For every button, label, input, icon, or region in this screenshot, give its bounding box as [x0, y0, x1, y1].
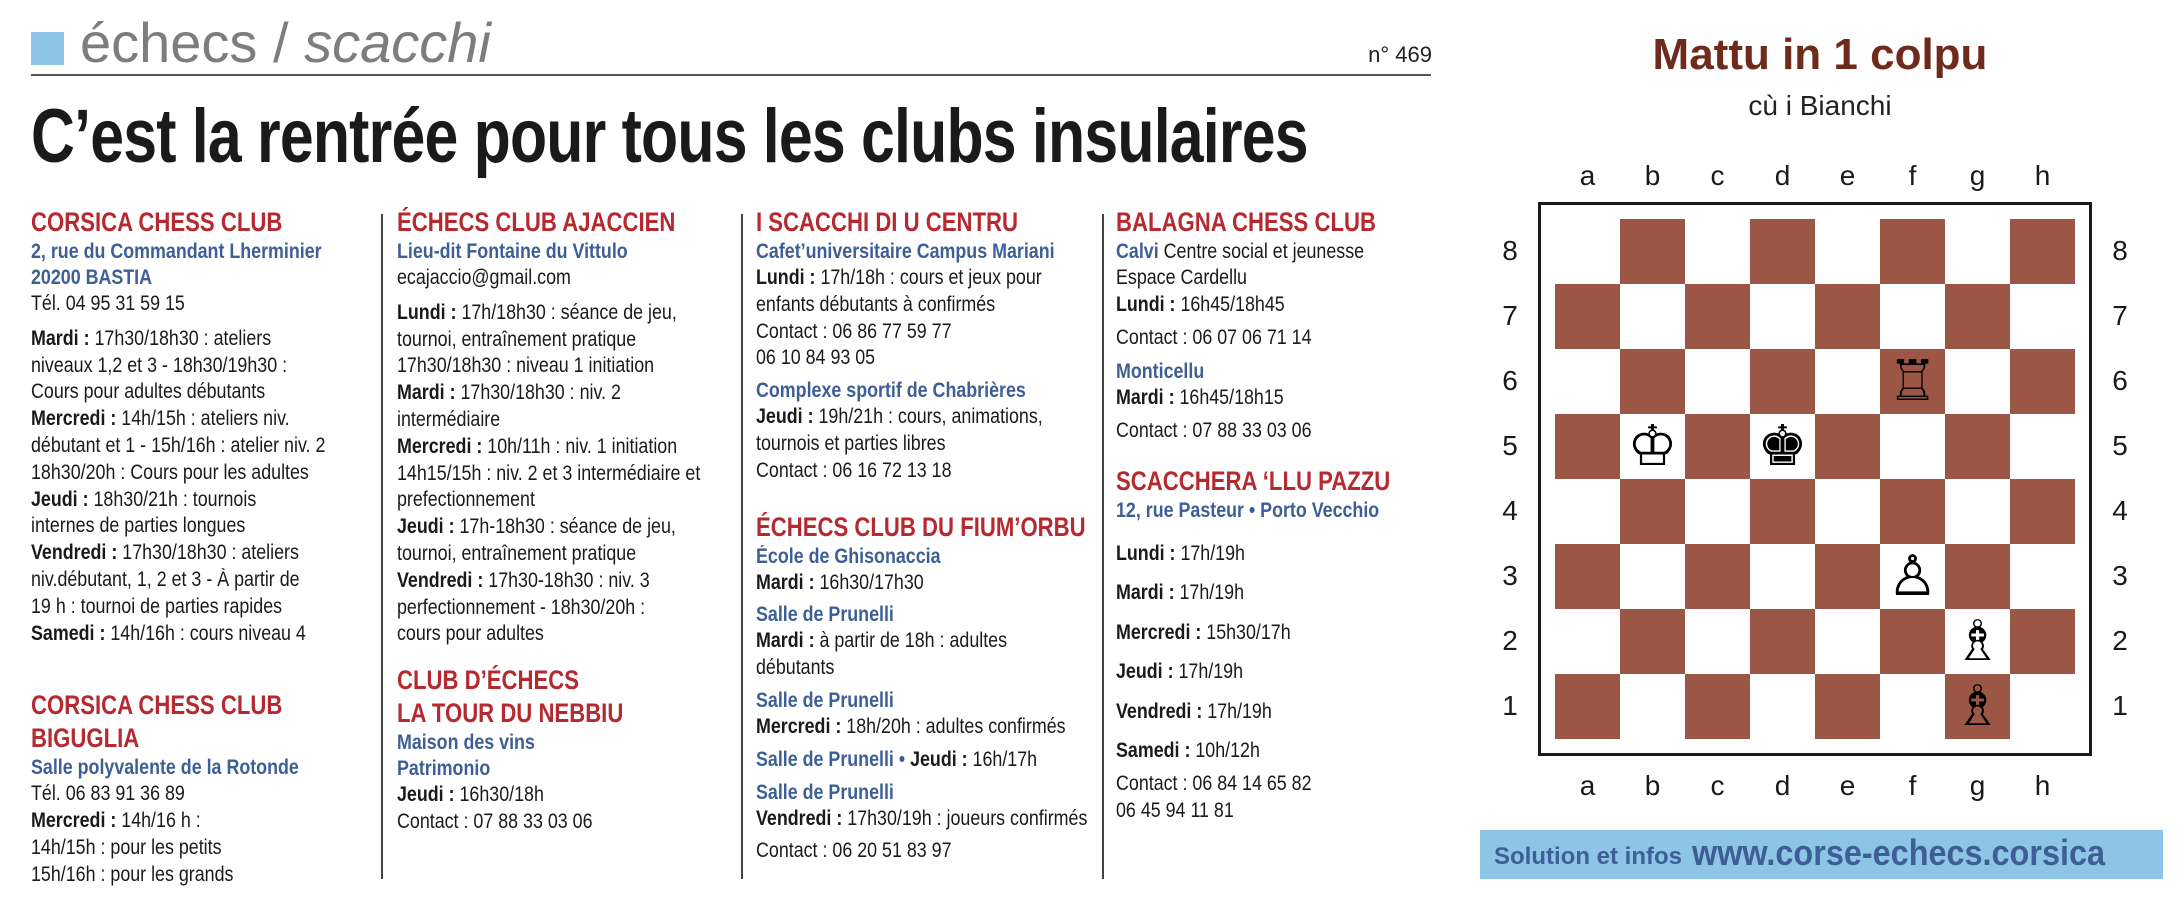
- file-label-e: e: [1839, 770, 1856, 801]
- column-3: [756, 206, 1158, 865]
- club-phone: Tél. 06 83 91 36 89: [31, 782, 185, 806]
- square-h6: [2010, 349, 2075, 414]
- club-name: SCACCHERA ‘LLU PAZZU: [1116, 465, 1391, 496]
- schedule-line: Lundi : 17h/18h : cours et jeux pour: [756, 266, 1042, 289]
- square-h5: [2010, 414, 2075, 479]
- club-city: Calvi: [1116, 240, 1159, 263]
- square-f6: [1880, 349, 1945, 414]
- club-name: BIGUGLIA: [31, 723, 140, 754]
- column-divider: [1102, 214, 1104, 879]
- column-divider: [381, 214, 383, 879]
- schedule-line: Mardi : 16h45/18h15: [1116, 386, 1284, 410]
- schedule-line: tournoi, entraînement pratique: [397, 327, 637, 351]
- schedule-line: Mardi : 17h30/18h30 : niv. 2: [397, 381, 621, 405]
- chess-board: [1555, 219, 2075, 739]
- club-name: LA TOUR DU NEBBIU: [397, 698, 624, 729]
- square-d2: [1750, 609, 1815, 674]
- header-rule: [31, 74, 1431, 76]
- file-label-d: d: [1774, 160, 1791, 191]
- schedule-line: Jeudi : 16h30/18h: [397, 783, 544, 807]
- white-rook-icon: ♖: [1887, 349, 1938, 414]
- square-h8: [2010, 219, 2075, 284]
- schedule-line: Mercredi : 18h/20h : adultes confirmés: [756, 714, 1066, 738]
- square-a1: [1555, 674, 1620, 739]
- schedule-line: débutants: [756, 656, 835, 680]
- schedule-line: 14h15/15h : niv. 2 et 3 intermédiaire et: [397, 461, 701, 485]
- club-venue: Salle de Prunelli • Jeudi : 16h/17h: [756, 747, 1038, 771]
- rank-label-1: 1: [2112, 689, 2128, 721]
- square-f2: [1880, 609, 1945, 674]
- square-b8: [1620, 219, 1685, 284]
- schedule-line: Vendredi : 17h/19h: [1116, 699, 1272, 723]
- square-f1: [1880, 674, 1945, 739]
- section-separator: /: [257, 11, 305, 74]
- file-label-a: a: [1579, 770, 1596, 801]
- file-label-a: a: [1579, 160, 1596, 191]
- square-b6: [1620, 349, 1685, 414]
- square-c7: [1685, 284, 1750, 349]
- club-venue: Cafet’universitaire Campus Mariani: [756, 240, 1055, 263]
- club-venue: Monticellu: [1116, 360, 1205, 384]
- square-a5: [1555, 414, 1620, 479]
- square-h4: [2010, 479, 2075, 544]
- square-f8: [1880, 219, 1945, 284]
- schedule-line: enfants débutants à confirmés: [756, 292, 996, 316]
- headline: C’est la rentrée pour tous les clubs insulaires: [31, 94, 1308, 179]
- banner-label: Solution et infos: [1494, 843, 1682, 870]
- white-king-icon: ♔: [1627, 414, 1678, 479]
- square-b5: [1620, 414, 1685, 479]
- club-email: ecajaccio@gmail.com: [397, 266, 571, 289]
- schedule-line: Jeudi : 18h30/21h : tournois: [31, 487, 257, 511]
- square-g1: [1945, 674, 2010, 739]
- club-name: CORSICA CHESS CLUB: [31, 207, 283, 237]
- club-name: BALAGNA CHESS CLUB: [1116, 207, 1376, 237]
- club-venue-line: Espace Cardellu: [1116, 266, 1247, 289]
- square-h3: [2010, 544, 2075, 609]
- rank-label-5: 5: [2112, 429, 2128, 461]
- schedule-line: tournois et parties libres: [756, 431, 946, 455]
- schedule-line: Mardi : 17h/19h: [1116, 581, 1245, 605]
- white-pawn-icon: ♙: [1887, 544, 1938, 609]
- square-e2: [1815, 609, 1880, 674]
- square-d3: [1750, 544, 1815, 609]
- schedule-line: Vendredi : 17h30-18h30 : niv. 3: [397, 568, 650, 592]
- square-c4: [1685, 479, 1750, 544]
- file-label-b: b: [1644, 770, 1661, 801]
- club-address: 2, rue du Commandant Lherminier: [31, 240, 322, 263]
- schedule-line: Jeudi : 17h-18h30 : séance de jeu,: [397, 515, 676, 539]
- file-label-f: f: [1908, 770, 1917, 801]
- schedule-line: niveaux 1,2 et 3 - 18h30/19h30 :: [31, 353, 288, 377]
- club-venue: Patrimonio: [397, 757, 491, 781]
- schedule-line: débutant et 1 - 15h/16h : atelier niv. 2: [31, 433, 326, 457]
- square-e1: [1815, 674, 1880, 739]
- square-d7: [1750, 284, 1815, 349]
- rank-label-2: 2: [2112, 624, 2128, 656]
- file-label-g: g: [1969, 160, 1986, 191]
- square-a3: [1555, 544, 1620, 609]
- schedule-line: Vendredi : 17h30/18h30 : ateliers: [31, 541, 299, 565]
- club-contact: Contact : 06 20 51 83 97: [756, 839, 952, 863]
- rank-label-4: 4: [1502, 494, 1518, 526]
- square-e4: [1815, 479, 1880, 544]
- club-name: CLUB D’ÉCHECS: [397, 665, 580, 696]
- website-link[interactable]: www.corse-echecs.corsica: [1692, 832, 2106, 873]
- square-b3: [1620, 544, 1685, 609]
- file-label-d: d: [1774, 770, 1791, 801]
- club-venue: Salle de Prunelli: [756, 780, 894, 804]
- schedule-line: Jeudi : 17h/19h: [1116, 660, 1244, 684]
- club-address: 20200 BASTIA: [31, 266, 153, 289]
- club-venue: Calvi Centre social et jeunesse: [1116, 240, 1365, 263]
- club-contact: Contact : 06 07 06 71 14: [1116, 325, 1312, 349]
- schedule-line: 15h/16h : pour les grands: [31, 862, 234, 886]
- square-d4: [1750, 479, 1815, 544]
- club-contact: Contact : 07 88 33 03 06: [397, 809, 593, 833]
- rank-label-6: 6: [1502, 364, 1518, 396]
- schedule-line: Mardi : 17h30/18h30 : ateliers: [31, 326, 272, 350]
- square-g3: [1945, 544, 2010, 609]
- issue-number: n° 469: [1368, 42, 1432, 67]
- club-contact: 06 10 84 93 05: [756, 346, 876, 370]
- schedule-line: tournoi, entraînement pratique: [397, 541, 637, 565]
- schedule-line: Lundi : 16h45/18h45: [1116, 292, 1285, 316]
- column-divider: [741, 214, 743, 879]
- white-bishop-icon: ♗: [1952, 674, 2003, 739]
- club-venue: École de Ghisonaccia: [756, 544, 941, 568]
- puzzle-title: Mattu in 1 colpu: [1652, 30, 1988, 79]
- schedule-line: Samedi : 14h/16h : cours niveau 4: [31, 621, 306, 645]
- rank-label-8: 8: [2112, 234, 2128, 266]
- file-label-g: g: [1969, 770, 1986, 801]
- square-f5: [1880, 414, 1945, 479]
- schedule-line: 19 h : tournoi de parties rapides: [31, 594, 283, 618]
- square-c2: [1685, 609, 1750, 674]
- file-label-f: f: [1908, 160, 1917, 191]
- square-a7: [1555, 284, 1620, 349]
- schedule-line: Vendredi : 17h30/19h : joueurs confirmés: [756, 806, 1088, 830]
- file-label-b: b: [1644, 160, 1661, 191]
- club-venue: Maison des vins: [397, 731, 535, 755]
- column-1: [31, 206, 377, 889]
- square-a4: [1555, 479, 1620, 544]
- file-label-c: c: [1710, 160, 1725, 191]
- square-g4: [1945, 479, 2010, 544]
- section-title-fr: échecs: [80, 11, 258, 74]
- square-c3: [1685, 544, 1750, 609]
- section-title-co: scacchi: [304, 11, 491, 74]
- club-phone: Tél. 04 95 31 59 15: [31, 292, 185, 315]
- schedule-line: Mercredi : 14h/16 h :: [31, 809, 201, 833]
- schedule-line: 14h/15h : pour les petits: [31, 835, 222, 859]
- file-label-c: c: [1710, 770, 1725, 801]
- rank-label-6: 6: [2112, 364, 2128, 396]
- file-label-e: e: [1839, 160, 1856, 191]
- schedule-line: Mercredi : 15h30/17h: [1116, 620, 1291, 644]
- square-e5: [1815, 414, 1880, 479]
- schedule-line: Cours pour adultes débutants: [31, 380, 266, 404]
- schedule-line: prefectionnement: [397, 488, 535, 512]
- rank-label-7: 7: [1502, 299, 1518, 331]
- square-a6: [1555, 349, 1620, 414]
- info-banner: [1480, 830, 2163, 879]
- square-g7: [1945, 284, 2010, 349]
- square-b7: [1620, 284, 1685, 349]
- square-g8: [1945, 219, 2010, 284]
- rank-label-1: 1: [1502, 689, 1518, 721]
- club-name: I SCACCHI DI U CENTRU: [756, 207, 1019, 237]
- square-h2: [2010, 609, 2075, 674]
- schedule-line: 17h30/18h30 : niveau 1 initiation: [397, 354, 655, 378]
- square-b1: [1620, 674, 1685, 739]
- rank-label-4: 4: [2112, 494, 2128, 526]
- club-contact: Contact : 06 84 14 65 82: [1116, 771, 1312, 795]
- club-contact: 06 45 94 11 81: [1116, 798, 1234, 822]
- square-a2: [1555, 609, 1620, 674]
- schedule-line: internes de parties longues: [31, 514, 246, 538]
- file-label-h: h: [2034, 160, 2051, 191]
- club-venue: Complexe sportif de Chabrières: [756, 379, 1026, 403]
- square-d5: [1750, 414, 1815, 479]
- club-contact: Contact : 07 88 33 03 06: [1116, 419, 1312, 443]
- schedule-line: Samedi : 10h/12h: [1116, 739, 1260, 763]
- rank-label-7: 7: [2112, 299, 2128, 331]
- column-4: [1116, 206, 1450, 825]
- schedule-line: niv.débutant, 1, 2 et 3 - À partir de: [31, 567, 300, 591]
- puzzle-subtitle: cù i Bianchi: [1748, 90, 1892, 121]
- square-f4: [1880, 479, 1945, 544]
- club-name: CORSICA CHESS CLUB: [31, 690, 283, 721]
- schedule-line: Jeudi : 19h/21h : cours, animations,: [756, 405, 1043, 429]
- rank-label-3: 3: [1502, 559, 1518, 591]
- black-king-icon: ♚: [1757, 414, 1808, 479]
- square-e8: [1815, 219, 1880, 284]
- square-f3: [1880, 544, 1945, 609]
- section-marker: [31, 32, 64, 65]
- schedule-line: Lundi : 17h/18h30 : séance de jeu,: [397, 300, 677, 324]
- section-title: [80, 8, 491, 78]
- schedule-line: intermédiaire: [397, 407, 501, 431]
- schedule-line: Lundi : 17h/19h: [1116, 541, 1245, 565]
- square-e7: [1815, 284, 1880, 349]
- square-e6: [1815, 349, 1880, 414]
- square-d1: [1750, 674, 1815, 739]
- schedule-line: Mercredi : 10h/11h : niv. 1 initiation: [397, 434, 678, 458]
- schedule-line: Mardi : 16h30/17h30: [756, 570, 924, 594]
- column-2: [397, 206, 754, 836]
- club-venue: 12, rue Pasteur • Porto Vecchio: [1116, 498, 1380, 522]
- square-c5: [1685, 414, 1750, 479]
- rank-label-2: 2: [1502, 624, 1518, 656]
- white-bishop-icon: ♗: [1952, 609, 2003, 674]
- square-h1: [2010, 674, 2075, 739]
- square-b4: [1620, 479, 1685, 544]
- square-c1: [1685, 674, 1750, 739]
- square-c6: [1685, 349, 1750, 414]
- schedule-line: Mardi : à partir de 18h : adultes: [756, 629, 1008, 653]
- square-g6: [1945, 349, 2010, 414]
- square-c8: [1685, 219, 1750, 284]
- rank-label-3: 3: [2112, 559, 2128, 591]
- square-d8: [1750, 219, 1815, 284]
- square-h7: [2010, 284, 2075, 349]
- square-f7: [1880, 284, 1945, 349]
- square-g2: [1945, 609, 2010, 674]
- schedule-line: perfectionnement - 18h30/20h :: [397, 595, 646, 619]
- square-b2: [1620, 609, 1685, 674]
- club-venue: Lieu-dit Fontaine du Vittulo: [397, 240, 628, 263]
- club-contact: Contact : 06 16 72 13 18: [756, 458, 952, 482]
- schedule-line: 18h30/20h : Cours pour les adultes: [31, 460, 309, 484]
- club-name: ÉCHECS CLUB DU FIUM’ORBU: [756, 511, 1086, 542]
- rank-label-8: 8: [1502, 234, 1518, 266]
- square-e3: [1815, 544, 1880, 609]
- file-label-h: h: [2034, 770, 2051, 801]
- schedule-line: cours pour adultes: [397, 622, 544, 646]
- square-d6: [1750, 349, 1815, 414]
- schedule-line: Mercredi : 14h/15h : ateliers niv.: [31, 407, 290, 431]
- club-contact: Contact : 06 86 77 59 77: [756, 319, 952, 343]
- club-venue: Salle de Prunelli: [756, 688, 894, 712]
- rank-label-5: 5: [1502, 429, 1518, 461]
- club-venue: Salle de Prunelli: [756, 603, 894, 627]
- square-g5: [1945, 414, 2010, 479]
- square-a8: [1555, 219, 1620, 284]
- club-venue: Salle polyvalente de la Rotonde: [31, 756, 299, 780]
- club-name: ÉCHECS CLUB AJACCIEN: [397, 207, 676, 237]
